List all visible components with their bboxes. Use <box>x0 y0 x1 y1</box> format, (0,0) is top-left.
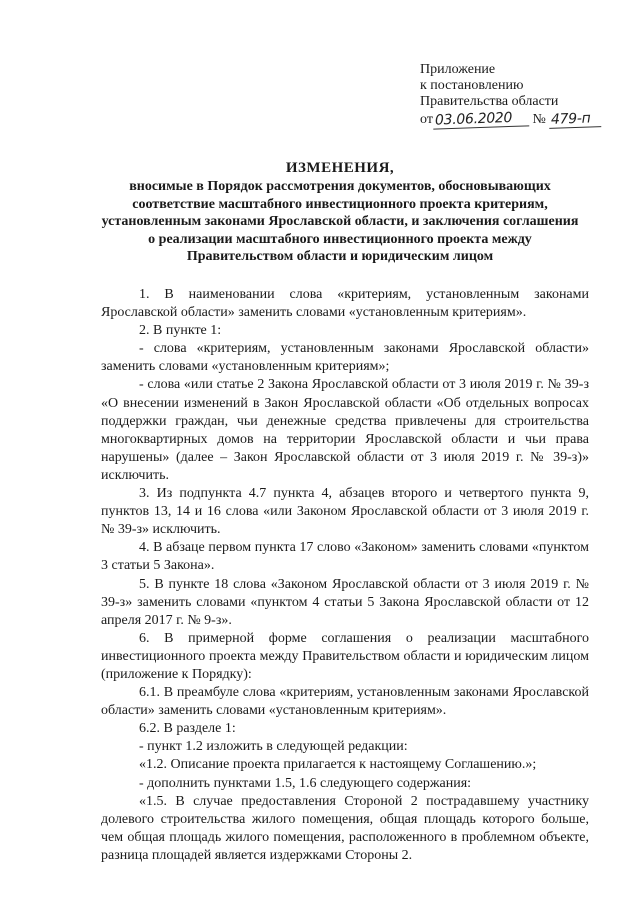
number-prefix: № <box>532 112 546 127</box>
document-body <box>101 286 589 865</box>
paragraph-2: 2. В пункте 1: <box>139 323 222 339</box>
heading-subtitle: вносимые в Порядок рассмотрения документов, обосновывающих соответствие масштабного инвестиционного проекта критериям, установленным законами Ярославской области, и заключения соглашения о реализации масштабного инвестиционного проекта между Правительством области и юридическим лицом <box>101 179 579 264</box>
paragraph-14: «1.5. В случае предоставления Стороной 2 пострадавшему участнику долевого строительства жилого помещения, общая площадь которого больше, чем общая площадь жилого помещения, расположенного в проблемном объекте, разница площадей является издержками Стороны 2. <box>101 793 589 863</box>
paragraph-12: «1.2. Описание проекта прилагается к настоящему Соглашению.»; <box>139 757 537 773</box>
paragraph-13: - дополнить пунктами 1.5, 1.6 следующего содержания: <box>139 775 472 791</box>
appendix-line-1: Приложение <box>420 62 496 77</box>
paragraph-6: 4. В абзаце первом пункта 17 слово «Законом» заменить словами «пунктом 3 статьи 5 Закона». <box>101 540 589 574</box>
appendix-block <box>420 62 630 128</box>
heading-title: ИЗМЕНЕНИЯ, <box>285 160 395 176</box>
paragraph-10: 6.2. В разделе 1: <box>139 721 236 737</box>
appendix-date-number-line <box>420 111 630 128</box>
paragraph-5: 3. Из подпункта 4.7 пункта 4, абзацев второго и четвертого пункта 9, пунктов 13, 14 и 16 слова «или Законом Ярославской области от 3 июля 2019 г. № 39-з» исключить. <box>101 486 589 538</box>
handwritten-date: 03.06.2020 <box>433 109 530 129</box>
handwritten-number: 479-п <box>549 110 602 129</box>
document-heading <box>100 158 580 266</box>
paragraph-3: - слова «критериям, установленным законами Ярославской области» заменить словами «установленным критериям»; <box>101 341 589 375</box>
paragraph-8: 6. В примерной форме соглашения о реализации масштабного инвестиционного проекта между Правительством области и юридическим лицом (приложение к Порядку): <box>101 630 589 682</box>
date-prefix: от <box>420 112 433 127</box>
paragraph-7: 5. В пункте 18 слова «Законом Ярославской области от 3 июля 2019 г. № 39-з» заменить словами «пунктом 4 статьи 5 Закона Ярославской области от 12 апреля 2017 г. № 9-з». <box>101 576 589 628</box>
appendix-line-3: Правительства области <box>420 94 559 109</box>
paragraph-1: 1. В наименовании слова «критериям, установленным законами Ярославской области» заменить словами «установленным критериям». <box>101 287 589 321</box>
paragraph-4: - слова «или статье 2 Закона Ярославской области от 3 июля 2019 г. № 39-з «О внесении изменений в Закон Ярославской области «Об отдельных вопросах поддержки граждан, чьи денежные средства привлечены для строительства многоквартирных домов на территории Ярославской области и чьи права нарушены» (далее – Закон Ярославской области от 3 июля 2019 г. № 39-з)» исключить. <box>101 377 589 483</box>
paragraph-11: - пункт 1.2 изложить в следующей редакции: <box>139 739 408 755</box>
appendix-line-2: к постановлению <box>420 78 524 93</box>
paragraph-9: 6.1. В преамбуле слова «критериям, установленным законами Ярославской области» заменить словами «установленным критериям». <box>101 685 589 719</box>
